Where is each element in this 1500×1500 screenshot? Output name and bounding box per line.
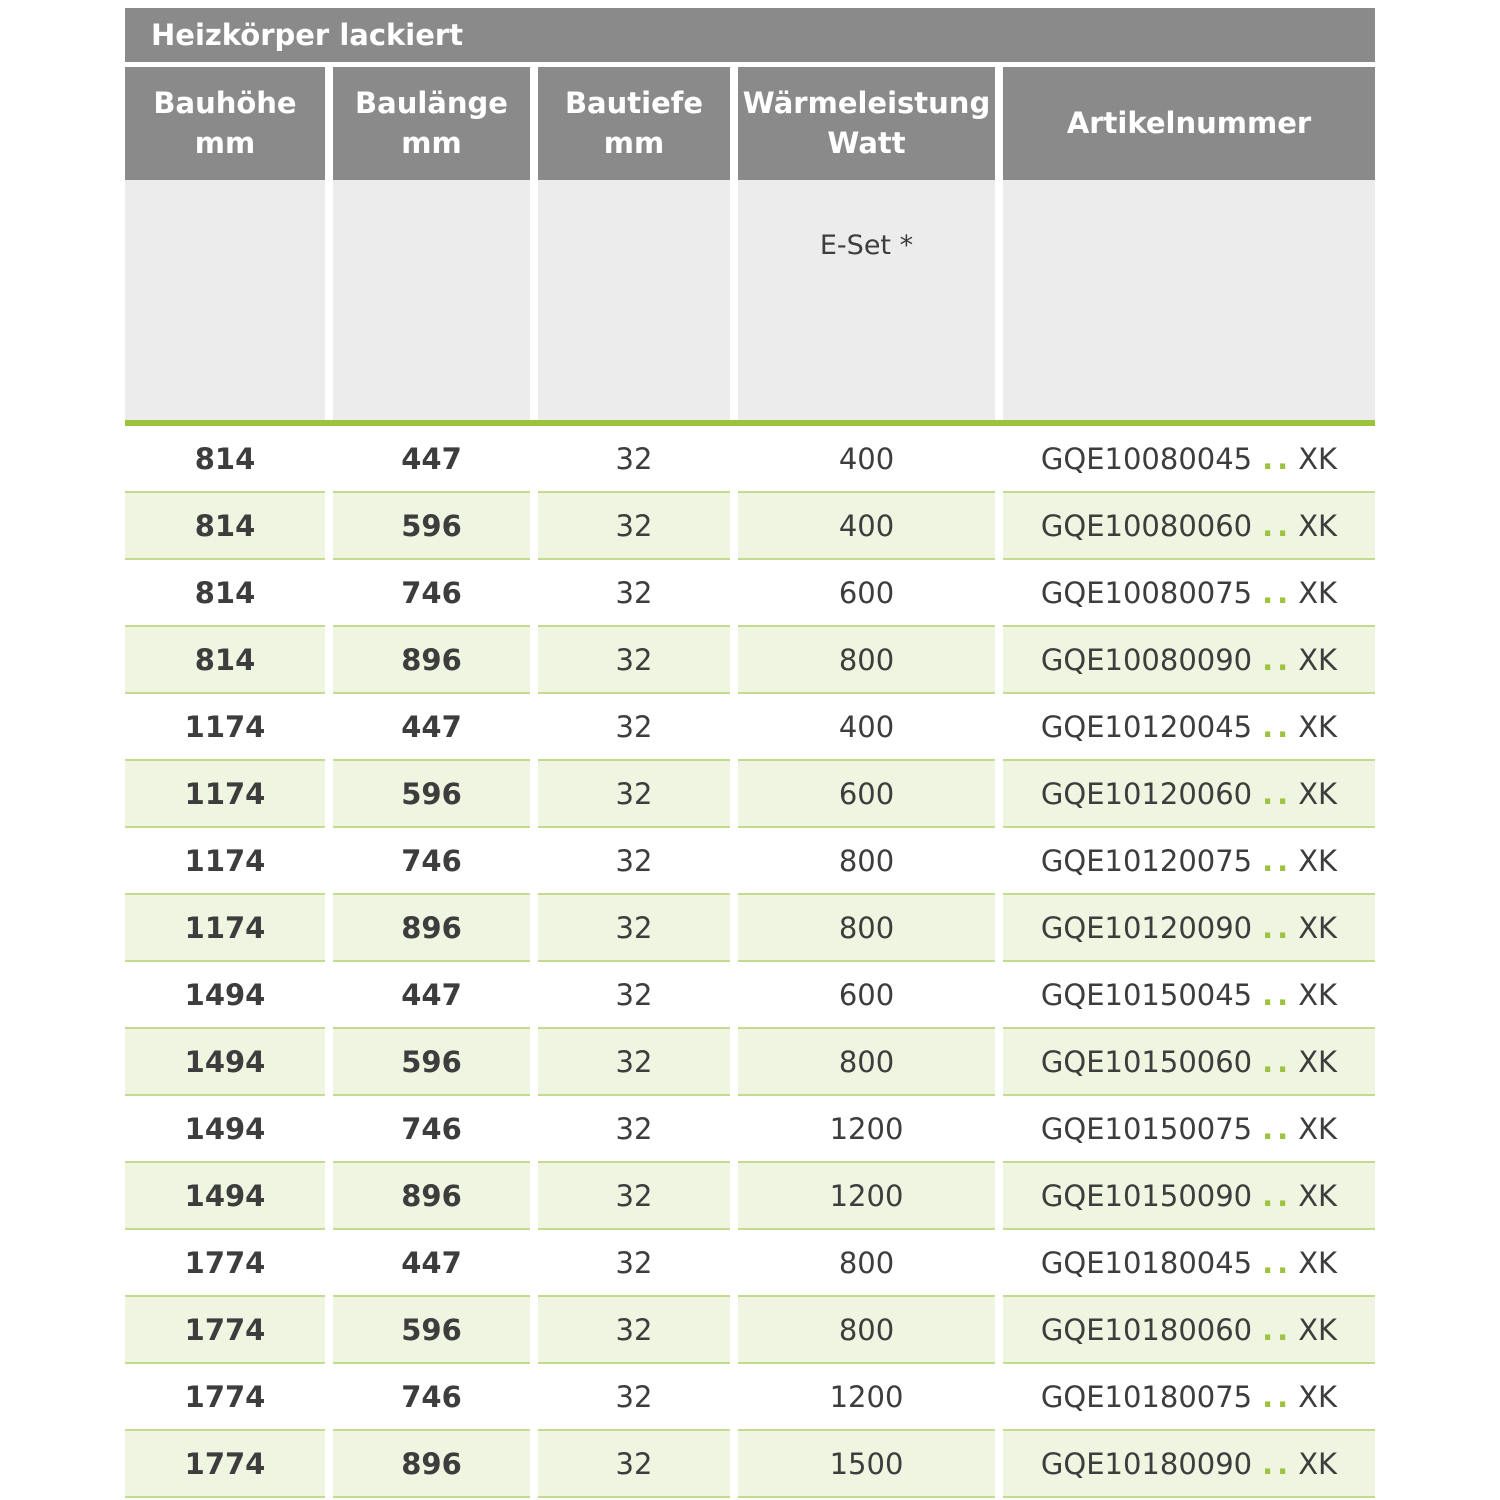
cell-artikelnummer: GQE10080045 .. XK [1003,426,1375,493]
column-unit: mm [401,125,462,160]
cell-watt: 800 [738,1230,995,1297]
cell-watt: 800 [738,1297,995,1364]
cell-watt: 600 [738,962,995,1029]
cell-baulaenge: 746 [333,828,530,895]
color-code-dots: .. [1262,1245,1293,1280]
table-row [125,694,1375,761]
table-row [125,1431,1375,1498]
cell-bautiefe: 32 [538,1029,730,1096]
table-row [125,1297,1375,1364]
cell-baulaenge: 447 [333,426,530,493]
table-row [125,1163,1375,1230]
column-unit: Watt [827,125,906,160]
cell-watt: 400 [738,694,995,761]
cell-bautiefe: 32 [538,627,730,694]
table-row [125,962,1375,1029]
cell-baulaenge: 596 [333,1029,530,1096]
cell-watt: 1200 [738,1096,995,1163]
cell-baulaenge: 447 [333,1230,530,1297]
cell-artikelnummer: GQE10120060 .. XK [1003,761,1375,828]
table-header-row [125,67,1375,180]
cell-baulaenge: 596 [333,1297,530,1364]
cell-bautiefe: 32 [538,1096,730,1163]
table-row [125,627,1375,694]
cell-watt: 400 [738,426,995,493]
cell-bautiefe: 32 [538,560,730,627]
cell-baulaenge: 896 [333,627,530,694]
table-row [125,895,1375,962]
cell-bautiefe: 32 [538,1297,730,1364]
cell-bauhoehe: 1774 [125,1431,325,1498]
table-row [125,1029,1375,1096]
cell-watt: 800 [738,895,995,962]
table-subheader-row [125,180,1375,420]
cell-artikelnummer: GQE10120090 .. XK [1003,895,1375,962]
color-code-dots: .. [1262,709,1293,744]
cell-watt: 600 [738,761,995,828]
color-code-dots: .. [1262,910,1293,945]
color-code-dots: .. [1262,1111,1293,1146]
cell-watt: 1500 [738,1431,995,1498]
table-body [125,426,1375,1498]
cell-bauhoehe: 1174 [125,895,325,962]
column-header-artikelnummer [1003,67,1375,180]
table-title: Heizkörper lackiert [151,18,464,52]
table-row [125,1230,1375,1297]
table-row [125,1364,1375,1431]
cell-artikelnummer: GQE10150045 .. XK [1003,962,1375,1029]
cell-bauhoehe: 814 [125,493,325,560]
color-code-dots: .. [1262,1379,1293,1414]
cell-watt: 800 [738,1029,995,1096]
subheader-cell-bautiefe [538,180,730,420]
cell-artikelnummer: GQE10180060 .. XK [1003,1297,1375,1364]
subheader-cell-bauhoehe [125,180,325,420]
cell-watt: 800 [738,828,995,895]
cell-bauhoehe: 1494 [125,1029,325,1096]
cell-bauhoehe: 814 [125,627,325,694]
subheader-cell-artikelnummer [1003,180,1375,420]
cell-bautiefe: 32 [538,493,730,560]
cell-baulaenge: 746 [333,560,530,627]
cell-baulaenge: 746 [333,1364,530,1431]
cell-bautiefe: 32 [538,761,730,828]
cell-baulaenge: 896 [333,895,530,962]
cell-watt: 400 [738,493,995,560]
color-code-dots: .. [1262,1312,1293,1347]
cell-bauhoehe: 1174 [125,694,325,761]
table-row [125,426,1375,493]
eset-label: E-Set * [819,230,914,261]
cell-baulaenge: 896 [333,1163,530,1230]
cell-bauhoehe: 814 [125,426,325,493]
cell-watt: 800 [738,627,995,694]
table-row [125,1096,1375,1163]
cell-artikelnummer: GQE10120075 .. XK [1003,828,1375,895]
color-code-dots: .. [1262,1044,1293,1079]
color-code-dots: .. [1262,441,1293,476]
cell-artikelnummer: GQE10150075 .. XK [1003,1096,1375,1163]
cell-bautiefe: 32 [538,426,730,493]
cell-artikelnummer: GQE10150060 .. XK [1003,1029,1375,1096]
table-row [125,493,1375,560]
cell-bautiefe: 32 [538,1431,730,1498]
cell-bauhoehe: 1174 [125,828,325,895]
cell-artikelnummer: GQE10150090 .. XK [1003,1163,1375,1230]
color-code-dots: .. [1262,1446,1293,1481]
cell-artikelnummer: GQE10080075 .. XK [1003,560,1375,627]
cell-baulaenge: 896 [333,1431,530,1498]
cell-bauhoehe: 1174 [125,761,325,828]
cell-watt: 600 [738,560,995,627]
cell-bautiefe: 32 [538,1230,730,1297]
cell-bautiefe: 32 [538,828,730,895]
color-code-dots: .. [1262,977,1293,1012]
cell-bautiefe: 32 [538,1364,730,1431]
table-row [125,828,1375,895]
cell-bautiefe: 32 [538,694,730,761]
table-row [125,761,1375,828]
column-header-baulaenge [333,67,530,180]
column-label: Baulänge [355,86,508,121]
cell-bautiefe: 32 [538,962,730,1029]
cell-artikelnummer: GQE10080060 .. XK [1003,493,1375,560]
cell-baulaenge: 447 [333,962,530,1029]
cell-bautiefe: 32 [538,1163,730,1230]
cell-watt: 1200 [738,1364,995,1431]
column-unit: mm [603,125,665,160]
column-label: Bauhöhe [153,86,297,121]
cell-baulaenge: 746 [333,1096,530,1163]
color-code-dots: .. [1262,1178,1293,1213]
cell-bauhoehe: 1774 [125,1364,325,1431]
color-code-dots: .. [1262,575,1293,610]
column-label: Wärmeleistung [742,86,991,121]
column-header-waermeleistung [738,67,995,180]
color-code-dots: .. [1262,642,1293,677]
cell-watt: 1200 [738,1163,995,1230]
table-title-bar [125,8,1375,62]
cell-bauhoehe: 1494 [125,1163,325,1230]
cell-artikelnummer: GQE10080090 .. XK [1003,627,1375,694]
column-label: Bautiefe [564,86,704,121]
table-row [125,560,1375,627]
subheader-cell-eset [738,180,995,420]
cell-artikelnummer: GQE10180090 .. XK [1003,1431,1375,1498]
column-header-bautiefe [538,67,730,180]
column-header-bauhoehe [125,67,325,180]
cell-bauhoehe: 1494 [125,962,325,1029]
subheader-cell-baulaenge [333,180,530,420]
color-code-dots: .. [1262,776,1293,811]
cell-bauhoehe: 1774 [125,1297,325,1364]
column-unit: mm [194,125,256,160]
cell-artikelnummer: GQE10180075 .. XK [1003,1364,1375,1431]
cell-artikelnummer: GQE10120045 .. XK [1003,694,1375,761]
cell-bauhoehe: 814 [125,560,325,627]
cell-bauhoehe: 1774 [125,1230,325,1297]
color-code-dots: .. [1262,508,1293,543]
cell-baulaenge: 596 [333,761,530,828]
cell-artikelnummer: GQE10180045 .. XK [1003,1230,1375,1297]
cell-baulaenge: 447 [333,694,530,761]
cell-baulaenge: 596 [333,493,530,560]
color-code-dots: .. [1262,843,1293,878]
cell-bautiefe: 32 [538,895,730,962]
cell-bauhoehe: 1494 [125,1096,325,1163]
column-label: Artikelnummer [1066,105,1312,140]
